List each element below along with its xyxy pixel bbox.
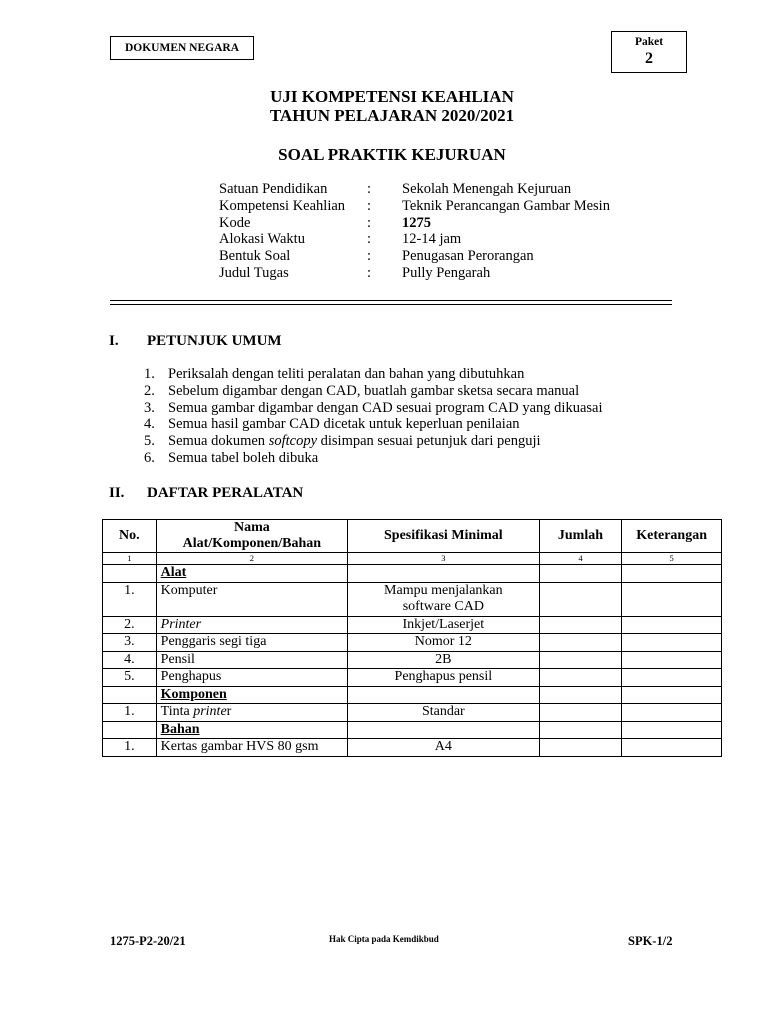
cell-keterangan [622, 669, 722, 687]
footer-page-number: SPK-1/2 [628, 934, 673, 948]
table-row [103, 582, 722, 616]
cell-nama-italic: printe [193, 704, 227, 719]
info-colon: : [367, 264, 372, 281]
cell-no: 3. [103, 634, 157, 652]
cell-nama: Penghapus [156, 669, 347, 687]
cell-spek [348, 565, 540, 583]
section-number: II. [109, 485, 125, 501]
document-classification-box [110, 36, 254, 60]
table-header-row [103, 520, 722, 553]
info-value: Pully Pengarah [402, 264, 491, 281]
cell-nama-part: r [226, 704, 232, 719]
info-row [219, 215, 610, 232]
section-title: PETUNJUK UMUM [147, 333, 282, 349]
category-label: Bahan [160, 721, 200, 737]
list-item [144, 450, 603, 467]
info-value: 12-14 jam [402, 231, 462, 248]
cell-no: 1. [103, 704, 157, 722]
title-line-2: TAHUN PELAJARAN 2020/2021 [269, 106, 515, 125]
list-item [144, 416, 603, 433]
cell-nama [156, 616, 347, 634]
cell-nama: Pensil [156, 651, 347, 669]
cell-spek [348, 721, 540, 739]
info-key: Satuan Pendidikan [219, 181, 328, 197]
cell-spek [348, 582, 540, 616]
info-key: Bentuk Soal [219, 248, 291, 265]
cell-no: 4. [103, 651, 157, 669]
cell-keterangan [622, 721, 722, 739]
col-header-nama [156, 520, 347, 553]
paket-box [611, 31, 687, 73]
list-item [144, 433, 603, 450]
cell-jumlah [539, 669, 622, 687]
list-number: 3. [144, 399, 155, 416]
list-number: 6. [144, 449, 155, 466]
category-label: Komponen [160, 686, 227, 702]
list-text: Semua gambar digambar dengan CAD sesuai program CAD yang dikuasai [168, 399, 603, 416]
exam-info-block [219, 181, 610, 282]
col-header-jumlah: Jumlah [539, 520, 622, 553]
cell-jumlah [539, 739, 622, 757]
cell-keterangan [622, 651, 722, 669]
cell-jumlah [539, 616, 622, 634]
divider-line [110, 300, 672, 301]
instruction-list [144, 366, 603, 467]
cell-jumlah [539, 686, 622, 704]
cell-keterangan [622, 634, 722, 652]
info-key: Kode [219, 214, 251, 231]
cell-jumlah [539, 651, 622, 669]
col-index: 1 [103, 553, 157, 565]
list-text: Sebelum digambar dengan CAD, buatlah gambar sketsa secara manual [168, 382, 580, 399]
cell-no [103, 686, 157, 704]
col-header-nama-line1: Nama [233, 520, 270, 535]
info-colon: : [367, 197, 372, 214]
divider-line [110, 304, 672, 305]
cell-spek: A4 [348, 739, 540, 757]
info-value: Penugasan Perorangan [402, 248, 534, 265]
equipment-table [102, 519, 722, 757]
table-row [103, 704, 722, 722]
cell-spek-line2: software CAD [402, 599, 484, 614]
cell-nama: Kertas gambar HVS 80 gsm [156, 739, 347, 757]
table-row [103, 651, 722, 669]
cell-nama-italic: Printer [160, 616, 202, 632]
table-row-category [103, 721, 722, 739]
cell-spek: Inkjet/Laserjet [348, 616, 540, 634]
info-row [219, 265, 610, 282]
list-text: Semua tabel boleh dibuka [168, 449, 319, 466]
table-row [103, 739, 722, 757]
info-colon: : [367, 248, 372, 265]
cell-nama [156, 704, 347, 722]
col-header-no: No. [103, 520, 157, 553]
list-text-italic: softcopy [268, 433, 318, 450]
paket-number: 2 [645, 50, 653, 67]
cell-nama: Komputer [156, 582, 347, 616]
list-item [144, 383, 603, 400]
col-header-nama-line2: Alat/Komponen/Bahan [182, 536, 322, 551]
info-value: Teknik Perancangan Gambar Mesin [402, 197, 610, 214]
section-heading-petunjuk-umum [109, 333, 282, 350]
col-header-keterangan: Keterangan [622, 520, 722, 553]
cell-nama-part: Tinta [160, 704, 194, 719]
table-row-category [103, 686, 722, 704]
category-label: Alat [160, 565, 187, 580]
list-item [144, 400, 603, 417]
list-item [144, 366, 603, 383]
cell-jumlah [539, 704, 622, 722]
cell-no: 1. [103, 582, 157, 616]
info-row [219, 231, 610, 248]
footer-copyright: Hak Cipta pada Kemdikbud [329, 934, 439, 944]
info-key: Judul Tugas [219, 264, 289, 281]
table-row [103, 634, 722, 652]
cell-keterangan [622, 565, 722, 583]
table-index-row [103, 553, 722, 565]
cell-jumlah [539, 634, 622, 652]
list-number: 5. [144, 433, 155, 450]
cell-jumlah [539, 582, 622, 616]
col-index: 3 [348, 553, 540, 565]
cell-nama: Penggaris segi tiga [156, 634, 347, 652]
info-row [219, 248, 610, 265]
cell-no: 5. [103, 669, 157, 687]
table-row-category [103, 565, 722, 583]
cell-keterangan [622, 739, 722, 757]
info-value: Sekolah Menengah Kejuruan [402, 181, 572, 197]
list-text-part: disimpan sesuai petunjuk dari penguji [317, 433, 541, 450]
cell-no [103, 565, 157, 583]
cell-spek [348, 686, 540, 704]
info-row [219, 181, 610, 198]
section-title: DAFTAR PERALATAN [147, 485, 304, 501]
cell-spek-line1: Mampu menjalankan [384, 582, 503, 598]
list-number: 1. [144, 366, 155, 382]
section-number: I. [109, 333, 119, 349]
list-text: Semua hasil gambar CAD dicetak untuk keperluan penilaian [168, 416, 520, 433]
cell-jumlah [539, 565, 622, 583]
col-index: 2 [156, 553, 347, 565]
list-number: 2. [144, 382, 155, 399]
cell-keterangan [622, 582, 722, 616]
list-text: Periksalah dengan teliti peralatan dan bahan yang dibutuhkan [168, 366, 525, 382]
title-line-3: SOAL PRAKTIK KEJURUAN [278, 145, 506, 164]
list-number: 4. [144, 416, 155, 433]
cell-spek: Penghapus pensil [348, 669, 540, 687]
cell-nama [156, 721, 347, 739]
cell-keterangan [622, 686, 722, 704]
paket-label: Paket [634, 36, 664, 48]
cell-nama [156, 686, 347, 704]
cell-spek: 2B [348, 651, 540, 669]
section-heading-daftar-peralatan [109, 485, 303, 502]
table-row [103, 616, 722, 634]
list-text [168, 433, 541, 450]
info-colon: : [367, 231, 372, 248]
cell-jumlah [539, 721, 622, 739]
cell-no: 2. [103, 616, 157, 634]
cell-keterangan [622, 704, 722, 722]
cell-keterangan [622, 616, 722, 634]
col-header-spesifikasi: Spesifikasi Minimal [348, 520, 540, 553]
info-value: 1275 [402, 214, 431, 231]
list-text-part: Semua dokumen [168, 433, 269, 450]
info-key: Alokasi Waktu [219, 231, 305, 248]
info-key: Kompetensi Keahlian [219, 197, 346, 214]
col-index: 5 [622, 553, 722, 565]
table-row [103, 669, 722, 687]
footer-doc-code: 1275-P2-20/21 [110, 934, 186, 948]
cell-no: 1. [103, 739, 157, 757]
document-classification-label: DOKUMEN NEGARA [124, 42, 240, 54]
cell-nama [156, 565, 347, 583]
info-colon: : [367, 214, 372, 231]
cell-spek: Standar [348, 704, 540, 722]
cell-no [103, 721, 157, 739]
info-row [219, 198, 610, 215]
title-line-1: UJI KOMPETENSI KEAHLIAN [270, 87, 514, 106]
info-colon: : [367, 181, 372, 197]
col-index: 4 [539, 553, 622, 565]
cell-spek: Nomor 12 [348, 634, 540, 652]
